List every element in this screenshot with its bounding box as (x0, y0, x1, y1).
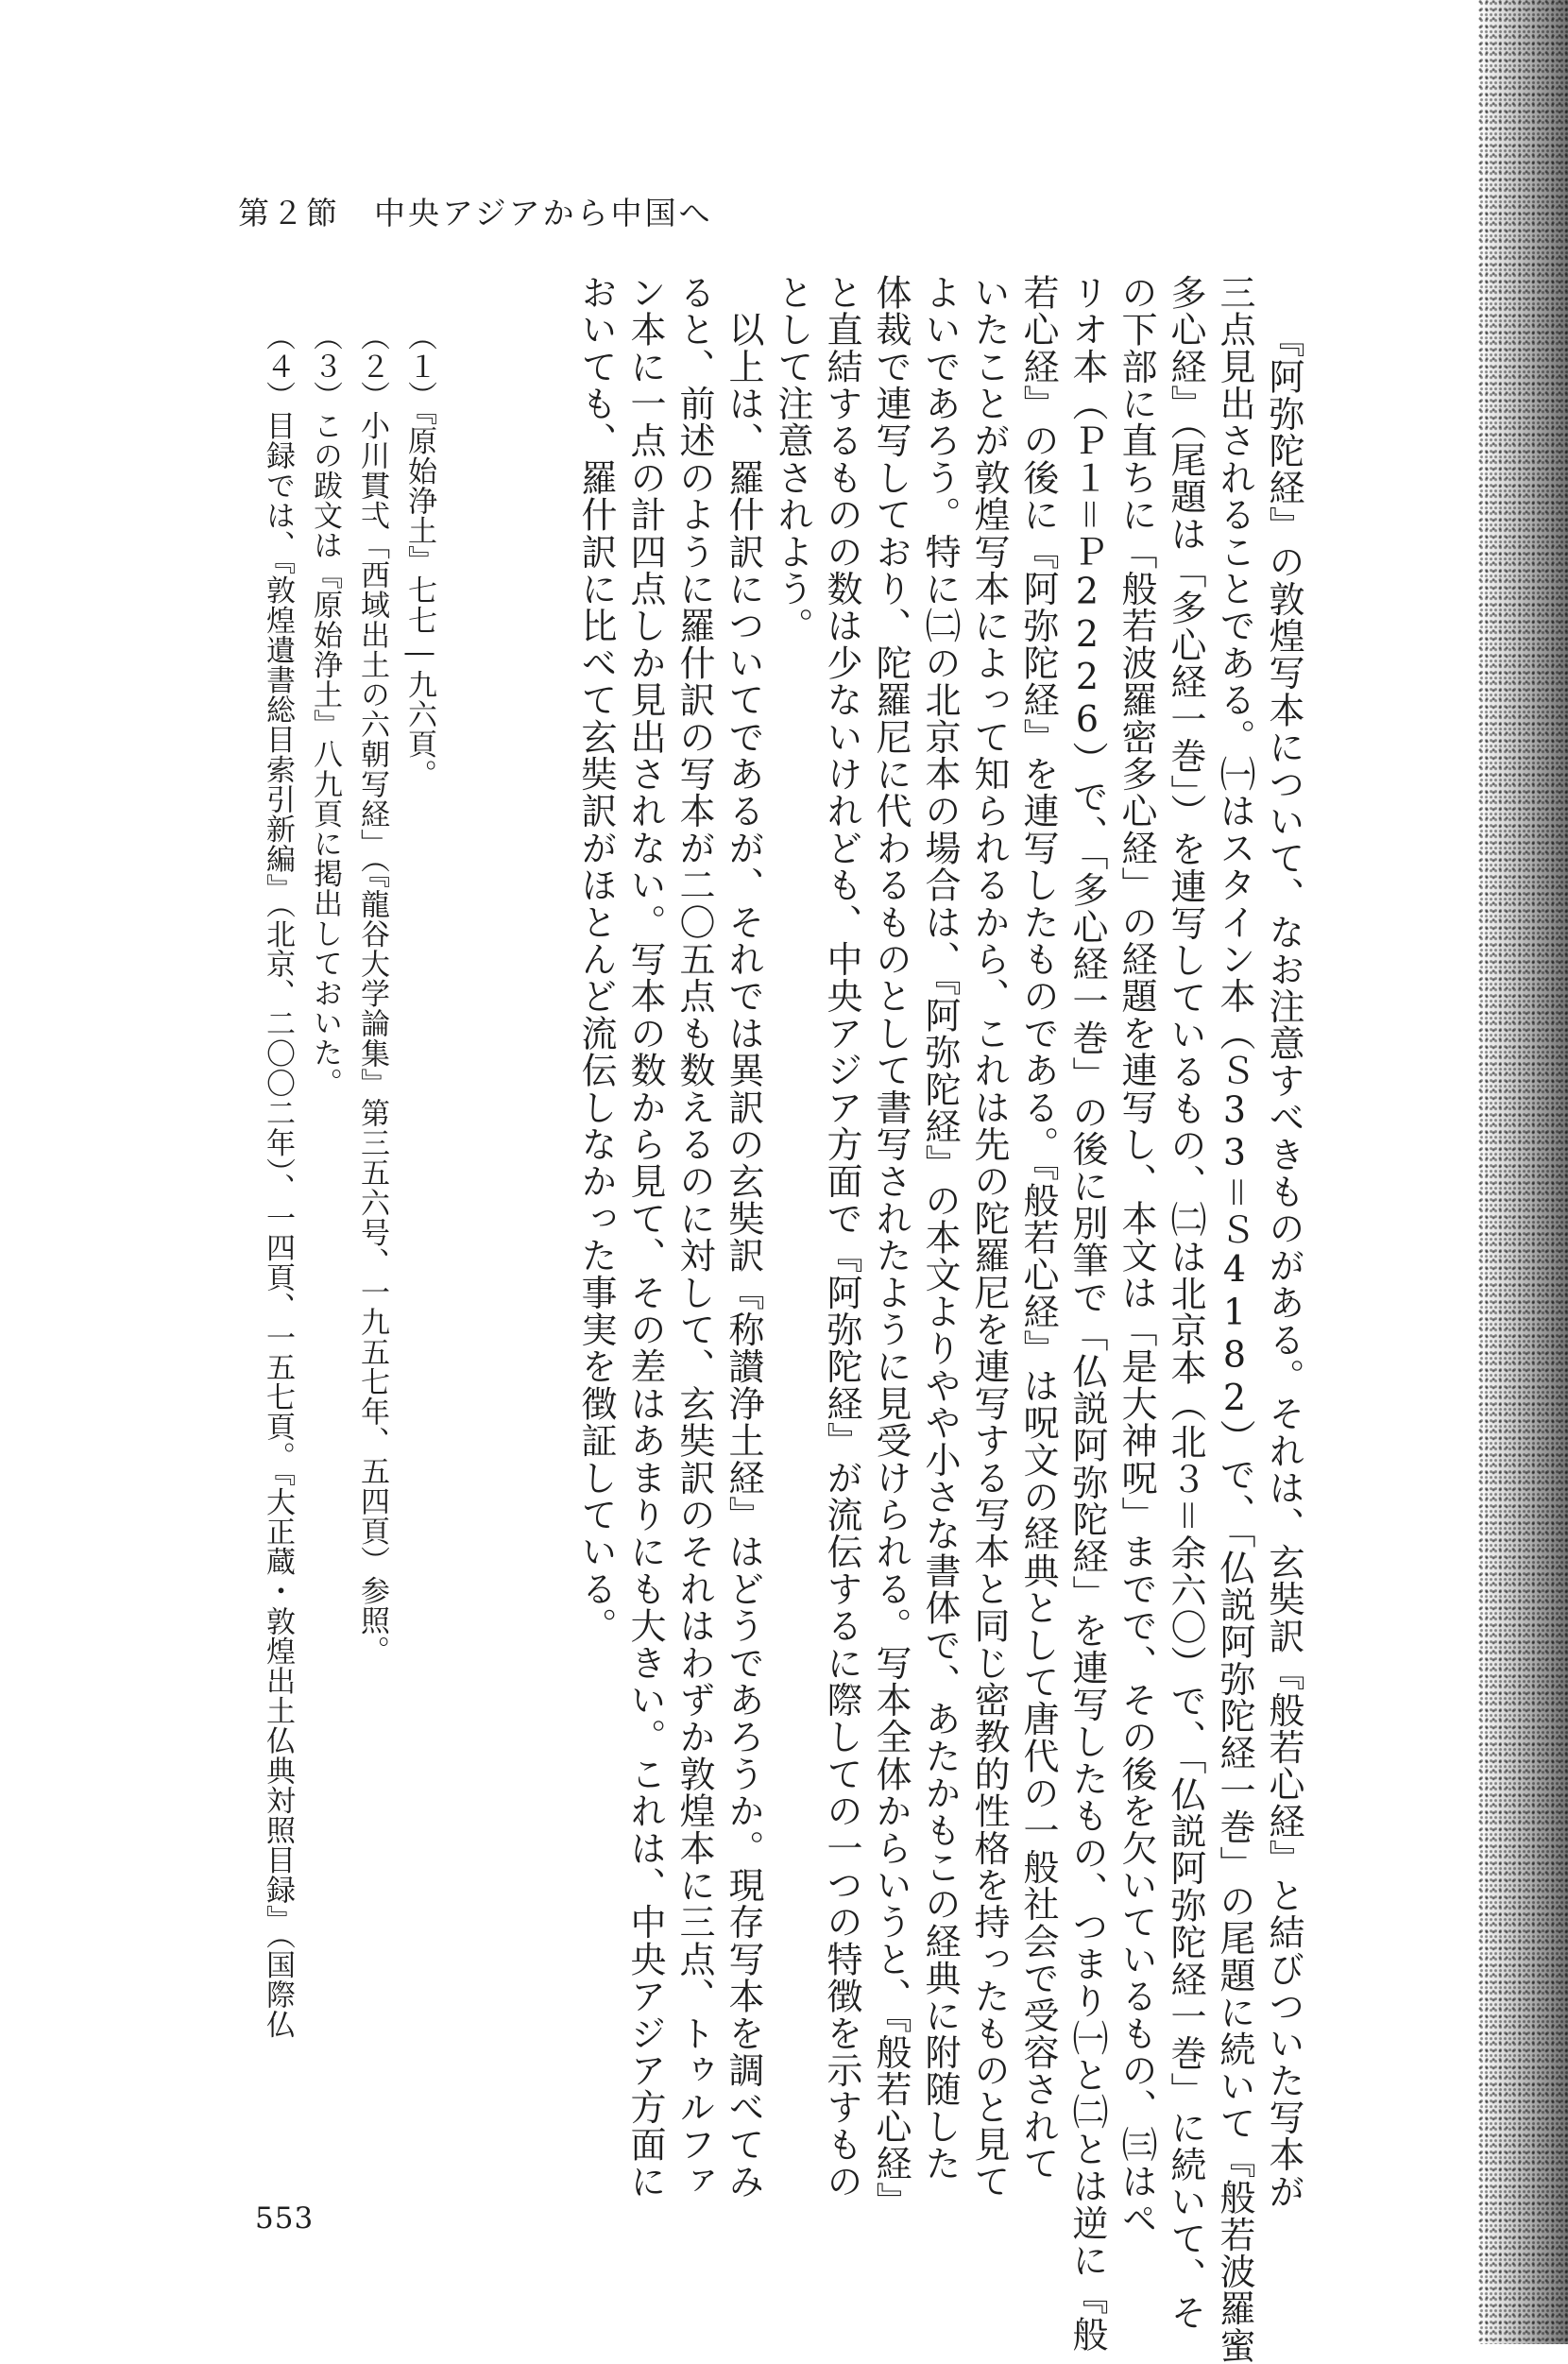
body-column-8: よいであろう。特に㈡の北京本の場合は、『阿弥陀経』の本文よりやや小さな書体で、あたかもこの経典に附随した (919, 274, 961, 2183)
footnote-3: （３）この跋文は『原始浄土』八九頁に掲出しておいた。 (308, 321, 342, 1098)
body-column-4: の下部に直ちに「般若波羅密多心経」の経題を連写し、本文は「是大神呪」までで、その後を欠いているもの、㈢はペ (1116, 274, 1157, 2237)
body-column-7: いたことが敦煌写本によって知られるから、これは先の陀羅尼を連写する写本と同じ密教的性格を持ったものと見て (968, 274, 1010, 2201)
body-column-2: 三点見出されることである。㈠はスタイン本（Ｓ33＝Ｓ4182）で、「仏説阿弥陀経一巻」の尾題に続いて『般若波羅蜜 (1214, 274, 1255, 2364)
body-column-11: として注意されよう。 (772, 274, 813, 644)
footnote-2: （２）小川貫弌「西域出土の六朝写経」（『龍谷大学論集』第三五六号、一九五七年、五四頁）参照。 (355, 321, 389, 1666)
body-column-6: 若心経』の後に『阿弥陀経』を連写したものである。『般若心経』は呪文の経典として唐代の一般社会で受容されて (1017, 274, 1059, 2183)
body-column-5: リオ本（Ｐ１＝Ｐ2226）で、「多心経一巻」の後に別筆で「仏説阿弥陀経」を連写したもの、つまり㈠と㈡とは逆に『般 (1066, 274, 1108, 2354)
body-column-13: ると、前述のように羅什訳の写本が二〇五点も数えるのに対して、玄奘訳のそれはわずか敦煌本に三点、トゥルファ (673, 274, 715, 2201)
running-header: 第２節 中央アジアから中国へ (238, 195, 713, 231)
body-column-15: おいても、羅什訳に比べて玄奘訳がほとんど流伝しなかった事実を徴証している。 (575, 274, 617, 1645)
scan-edge-shadow (1478, 0, 1568, 2344)
body-column-3: 多心経』（尾題は「多心経一巻」）を連写しているもの、㈡は北京本（北３＝余六〇）で、「仏説阿弥陀経一巻」に続いて、そ (1165, 274, 1206, 2332)
body-column-9: 体裁で連写しており、陀羅尼に代わるものとして書写されたように見受けられる。写本全体からいうと、『般若心経』 (870, 274, 912, 2219)
page-number: 553 (255, 2201, 315, 2236)
body-column-14: ン本に一点の計四点しか見出されない。写本の数から見て、その差はあまりにも大きい。これは、中央アジア方面に (624, 274, 666, 2201)
footnote-4: （４）目録では、『敦煌遺書総目索引新編』（北京、二〇〇二年）、一四頁、一五七頁。『大正蔵・敦煌出土仏典対照目録』（国際仏 (261, 321, 295, 2040)
body-column-12: 以上は、羅什訳についてであるが、それでは異訳の玄奘訳『称讃浄土経』はどうであろうか。現存写本を調べてみ (723, 274, 764, 2201)
body-column-1: 『阿弥陀経』の敦煌写本について、なお注意すべきものがある。それは、玄奘訳『般若心経』と結びついた写本が (1263, 321, 1304, 2211)
footnote-1: （１）『原始浄土』七七―九六頁。 (402, 321, 436, 790)
body-column-10: と直結するものの数は少ないけれども、中央アジア方面で『阿弥陀経』が流伝するに際しての一つの特徴を示すもの (821, 274, 862, 2201)
